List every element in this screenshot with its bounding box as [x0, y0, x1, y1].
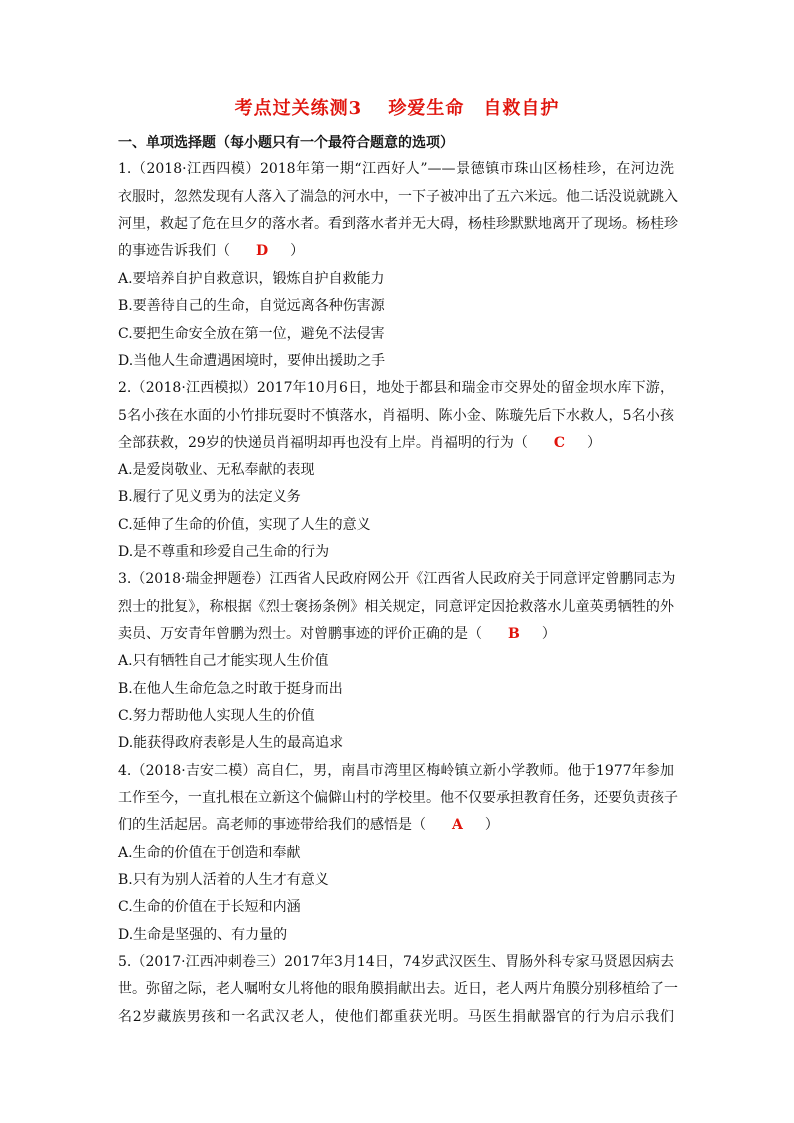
- question-3-line-2: 烈士的批复》，称根据《烈士褒扬条例》相关规定，同意评定因抢救落水儿童英勇牺牲的外: [118, 599, 674, 615]
- question-1-option-d: D.当他人生命遭遇困境时，要伸出援助之手: [118, 353, 386, 369]
- question-1-answer: D: [256, 243, 269, 259]
- question-3-line-1: 3.（2018·瑞金押题卷）江西省人民政府网公开《江西省人民政府关于同意评定曾鹏同志为: [118, 571, 676, 587]
- question-2-option-a: A.是爱岗敬业、无私奉献的表现: [118, 462, 315, 478]
- question-4-option-d: D.生命是坚强的、有力量的: [118, 927, 288, 943]
- question-1-stem-end: [118, 241, 304, 261]
- question-2-close-paren: ）: [586, 435, 601, 451]
- question-1-option-b: B.要善待自己的生命，自觉远离各种伤害源: [118, 298, 385, 314]
- question-4-line-1: 4.（2018·吉安二模）高自仁，男，南昌市湾里区梅岭镇立新小学教师。他于1977年参加: [118, 763, 674, 779]
- question-2-answer: C: [553, 435, 565, 451]
- question-5-line-1: 5.（2017·江西冲刺卷三）2017年3月14日，74岁武汉医生、胃肠外科专家马贤恩因病去: [118, 954, 674, 970]
- question-3-answer: B: [508, 626, 520, 642]
- question-3-stem-end: [118, 624, 556, 644]
- page-title: 考点过关练测3 珍爱生命 自救自护: [234, 98, 560, 119]
- question-3-option-a: A.只有牺牲自己才能实现人生价值: [118, 653, 329, 669]
- question-2-option-d: D.是不尊重和珍爱自己生命的行为: [118, 544, 330, 560]
- question-5-line-2: 世。弥留之际，老人嘱咐女儿将他的眼角膜捐献出去。近日，老人两片角膜分别移植给了一: [118, 981, 678, 997]
- question-1-line-2: 衣服时，忽然发现有人落入了湍急的河水中，一下子被冲出了五六米远。他二话没说就跳入: [118, 189, 678, 205]
- question-4-close-paren: ）: [484, 817, 499, 833]
- section-heading: 一、单项选择题（每小题只有一个最符合题意的选项）: [118, 135, 454, 151]
- question-1-line-1: 1.（2018·江西四模）2018年第一期“江西好人”——景德镇市珠山区杨桂珍，在河边洗: [118, 161, 674, 177]
- question-3-option-c: C.努力帮助他人实现人生的价值: [118, 708, 315, 724]
- question-1-stem-text: 的事迹告诉我们（: [118, 243, 230, 259]
- question-4-option-b: B.只有为别人活着的人生才有意义: [118, 872, 329, 888]
- question-1-close-paren: ）: [290, 243, 305, 259]
- question-1-line-3: 河里，救起了危在旦夕的落水者。看到落水者并无大碍，杨桂珍默默地离开了现场。杨桂珍: [118, 216, 678, 232]
- question-1-option-c: C.要把生命安全放在第一位，避免不法侵害: [118, 326, 385, 342]
- question-2-line-1: 2.（2018·江西模拟）2017年10月6日，地处于都县和瑞金市交界处的留金坝水库下游，: [118, 380, 674, 396]
- question-2-option-b: B.履行了见义勇为的法定义务: [118, 489, 301, 505]
- question-2-option-c: C.延伸了生命的价值，实现了人生的意义: [118, 517, 371, 533]
- question-4-answer: A: [452, 817, 463, 833]
- question-2-stem-end: [118, 433, 601, 453]
- question-5-line-3: 名2岁藏族男孩和一名武汉老人，使他们都重获光明。马医生捐献器官的行为启示我们: [118, 1009, 674, 1025]
- question-4-stem-text: 们的生活起居。高老师的事迹带给我们的感悟是（: [118, 817, 426, 833]
- question-3-option-b: B.在他人生命危急之时敢于挺身而出: [118, 681, 343, 697]
- question-2-line-2: 5名小孩在水面的小竹排玩耍时不慎落水，肖福明、陈小金、陈璇先后下水救人，5名小孩: [118, 408, 674, 424]
- question-4-line-2: 工作至今，一直扎根在立新这个偏僻山村的学校里。他不仅要承担教育任务，还要负责孩子: [118, 790, 678, 806]
- question-3-option-d: D.能获得政府表彰是人生的最高追求: [118, 735, 344, 751]
- question-3-close-paren: ）: [541, 626, 556, 642]
- question-3-stem-text: 卖员、万安青年曾鹏为烈士。对曾鹏事迹的评价正确的是（: [118, 626, 482, 642]
- question-1-option-a: A.要培养自护自救意识，锻炼自护自救能力: [118, 271, 385, 287]
- question-4-option-c: C.生命的价值在于长短和内涵: [118, 899, 301, 915]
- question-4-option-a: A.生命的价值在于创造和奉献: [118, 845, 301, 861]
- question-4-stem-end: [118, 815, 499, 835]
- question-2-stem-text: 全部获救，29岁的快递员肖福明却再也没有上岸。肖福明的行为（: [118, 435, 528, 451]
